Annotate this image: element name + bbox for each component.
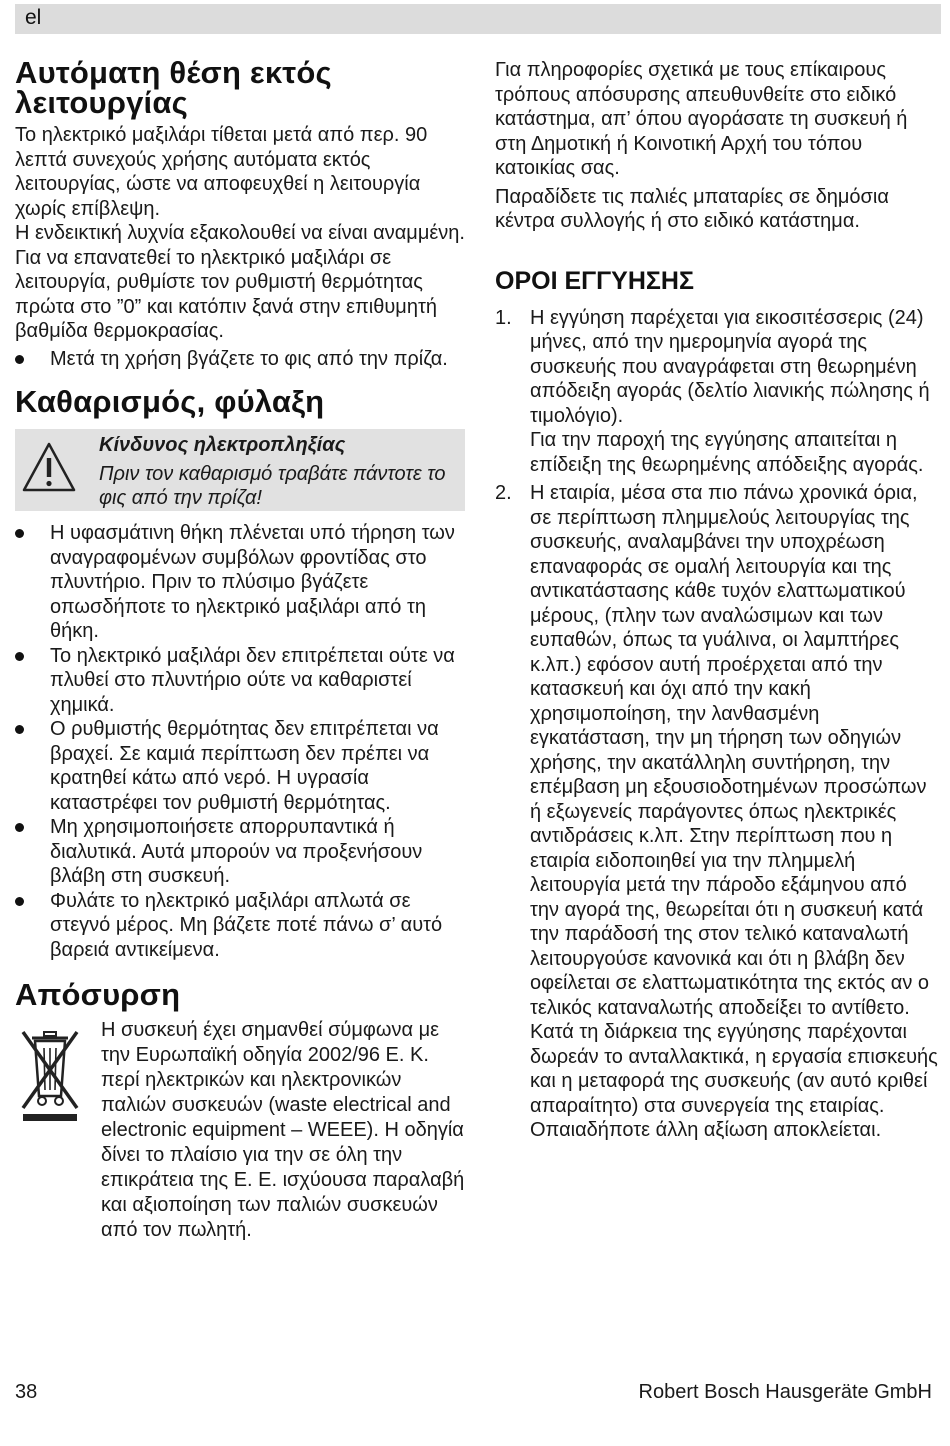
disposal-content (15, 1018, 465, 1288)
auto-off-paragraph-2: Η ενδεικτική λυχνία εξακολουθεί να είναι αναμμένη. Για να επανατεθεί το ηλεκτρικό μαξιλάρι σε λειτουργία, ρυθμίστε τον ρυθμιστή θερμότητας πρώτα στο ”0” και κατόπιν ξανά στην επιθυμητή βαθμίδα θερμοκρασίας. (15, 222, 465, 342)
bullet-icon (15, 823, 24, 832)
disposal-info-paragraph: Για πληροφορίες σχετικά με τους επίκαιρους τρόπους απόσυρσης απευθυνθείτε στο ειδικό κατάστημα, απ’ όπου αγοράσατε τη συσκευή ή στη Δημοτική ή Κοινοτική Αρχή του τόπου κατοικίας σας. (495, 59, 908, 179)
warranty-term-extra: Για την παροχή της εγγύησης απαιτείται η επίδειξη της θεωρημένης απόδειξης αγοράς. (530, 429, 924, 476)
warranty-heading: ΟΡΟΙ ΕΓΓΥΗΣΗΣ (495, 266, 694, 295)
list-number: 1. (495, 306, 512, 329)
page-number: 38 (15, 1381, 38, 1403)
auto-off-heading: Αυτόματη θέση εκτός λειτουργίας (15, 55, 332, 120)
bullet-text: Μη χρησιμοποιήσετε απορρυπαντικά ή διαλυτικά. Αυτά μπορούν να προξενήσουν βλάβη στη συσκευή. (50, 816, 423, 887)
cleaning-section (15, 384, 465, 962)
warranty-term-text: Η εταιρία, μέσα στα πιο πάνω χρονικά όρια, σε περίπτωση πλημμελούς λειτουργίας της συσκευής, αναλαμβάνει την υποχρέωση επαναφοράς σε ομαλή λειτουργία και της αντικατάστασης κάθε τυχόν ελαττωματικού μέρους, (πλην των αναλώσιμων και των ευπαθών, όπως τα γυάλινα, οι λαμπτήρες κ.λπ.) εφόσον αυτή προέρχεται από την κατασκευή και όχι από την κακή χρησιμοποίηση, την λανθασμένη εγκατάσταση, την μη τήρηση των οδηγιών χρήσης, την ακατάλληλη συντήρηση, την επέμβαση μη εξουσιοδοτημένων προσώπων ή εξωγενείς παράγοντες όπως ηλεκτρικές αντιδράσεις κ.λπ. Στην περίπτωση που η εταιρία ειδοποιηθεί για την πλημμελή λειτουργία μετά την πάροδο εξάμηνου από την αγορά της, θεωρείται ότι η συσκευή κατά την παράδοσή της στον τελικό καταναλωτή λειτουργούσε κανονικά και ότι η βλάβη δεν οφείλεται σε ελαττωματικότητα της εκτός αν ο τελικός καταναλωτής αποδείξει το αντίθετο. Κατά τη διάρκεια της εγγύησης παρέχονται δωρεάν το ανταλλακτικά, η εργασία επισκευής και η μεταφορά της συσκευής (αν αυτό κριθεί απαραίτητο) στα συνεργεία της εταιρίας. Οπαιαδήποτε άλλη αξίωση αποκλείεται. (530, 482, 938, 1141)
warranty-term-text: Η εγγύηση παρέχεται για εικοσιτέσσερις (24) μήνες, από την ημερομηνία αγορά της συσκευής που αναγράφεται στη θεωρημένη απόδειξη αγοράς (δελτίο λιανικής πώλησης ή τιμολόγιο). (530, 306, 930, 427)
bullet-icon (15, 652, 24, 661)
disposal-text: Η συσκευή έχει σημανθεί σύμφωνα με την Ευρωπαϊκή οδηγία 2002/96 Ε. Κ. περί ηλεκτρικών και ηλεκτρονικών παλιών συσκευών (waste electrical and electronic equipment – WEEE). Η οδηγία δίνει το πλαίσιο για την σε όλη την επικράτεια της Ε. Ε. ισχύουσα παραλαβή και αξιοποίηση των παλιών συσκευών από τον πωλητή. (101, 1019, 465, 1241)
language-bar (15, 4, 941, 34)
list-item (15, 815, 465, 889)
bullet-icon (15, 725, 24, 734)
bullet-text: Το ηλεκτρικό μαξιλάρι δεν επιτρέπεται ούτε να πλυθεί στο πλυντήριο ούτε να καθαριστεί χημικά. (50, 644, 455, 716)
disposal-heading: Απόσυρση (15, 977, 181, 1012)
list-item (15, 347, 465, 372)
language-code: el (25, 6, 42, 29)
auto-off-paragraph-1: Το ηλεκτρικό μαξιλάρι τίθεται μετά από περ. 90 λεπτά συνεχούς χρήσης αυτόματα εκτός λειτουργίας, ώστε να αποφευχθεί η λειτουργία χωρίς επίβλεψη. (15, 124, 428, 220)
list-item (15, 889, 465, 963)
list-number: 2. (495, 482, 512, 504)
list-item (15, 521, 465, 644)
auto-off-bullets (15, 347, 465, 372)
warranty-section (495, 266, 940, 1143)
warning-title: Κίνδυνος ηλεκτροπληξίας (99, 434, 346, 456)
bullet-icon (15, 355, 24, 364)
list-item (495, 481, 940, 1143)
auto-off-section (15, 55, 465, 371)
left-column (15, 55, 465, 1288)
warning-triangle-icon (21, 441, 77, 493)
cleaning-heading: Καθαρισμός, φύλαξη (15, 384, 325, 419)
warning-text: Πριν τον καθαρισμό τραβάτε πάντοτε το φις από την πρίζα! (99, 463, 446, 509)
weee-crossed-bin-icon (17, 1028, 83, 1122)
cleaning-bullets (15, 521, 465, 962)
list-item (15, 717, 465, 815)
list-item (495, 306, 940, 478)
warranty-terms-list (495, 306, 940, 1143)
warning-box (15, 429, 465, 511)
bullet-text: Φυλάτε το ηλεκτρικό μαξιλάρι απλωτά σε στεγνό μέρος. Μη βάζετε ποτέ πάνω σ’ αυτό βαρειά αντικείμενα. (50, 889, 443, 961)
bullet-icon (15, 529, 24, 538)
bullet-icon (15, 897, 24, 906)
footer-brand: Robert Bosch Hausgeräte GmbH (638, 1381, 932, 1403)
bullet-text: Η υφασμάτινη θήκη πλένεται υπό τήρηση των αναγραφομένων συμβόλων φροντίδας στο πλυντήριο. Πριν το πλύσιμο βγάζετε οπωσδήποτε το ηλεκτρικό μαξιλάρι από τη θήκη. (50, 522, 455, 642)
batteries-paragraph: Παραδίδετε τις παλιές μπαταρίες σε δημόσια κέντρα συλλογής ή στο ειδικό κατάστημα. (495, 185, 889, 232)
disposal-section (15, 977, 465, 1288)
bullet-text: Ο ρυθμιστής θερμότητας δεν επιτρέπεται να βραχεί. Σε καμιά περίπτωση δεν πρέπει να κρατηθεί κάτω από νερό. Η υγρασία καταστρέφει τον ρυθμιστή θερμότητας. (50, 718, 439, 814)
list-item (15, 644, 465, 718)
right-column (495, 58, 940, 1143)
bullet-text: Μετά τη χρήση βγάζετε το φις από την πρίζα. (50, 347, 448, 370)
